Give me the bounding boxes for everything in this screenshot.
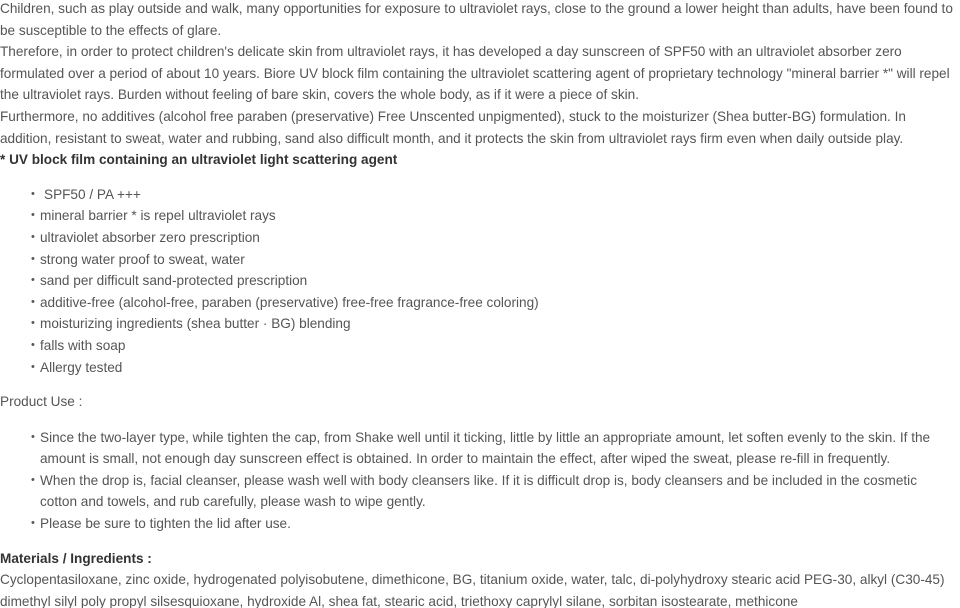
usage-text: Since the two-layer type, while tighten the cap, from Shake well until it ticking, little by little an appropriate amount, let soften evenly to the skin. If the amount is small, not enough day sunscreen effect is obtained. In order to maintain the effect, after wiped the sweat, please re-fill in frequently. bbox=[40, 429, 931, 467]
intro-section bbox=[0, 0, 960, 171]
feature-item bbox=[0, 184, 960, 206]
intro-paragraph-1: Children, such as play outside and walk, many opportunities for exposure to ultraviolet rays, close to the ground a lower height than adults, have been found to be susceptible to the effects of glare. bbox=[0, 1, 953, 38]
feature-item bbox=[0, 335, 960, 357]
intro-paragraph-2: Therefore, in order to protect children's delicate skin from ultraviolet rays, it has developed a day sunscreen of SPF50 with an ultraviolet absorber zero formulated over a period of about 10 years. Biore UV block film containing the ultraviolet scattering agent of proprietary technology "mineral barrier *" will repel the ultraviolet rays. Burden without feeling of bare skin, covers the whole body, as if it were a piece of skin. bbox=[0, 44, 950, 103]
usage-list bbox=[0, 427, 960, 535]
feature-text: ultraviolet absorber zero prescription bbox=[40, 229, 260, 245]
usage-item bbox=[0, 470, 960, 513]
usage-item bbox=[0, 427, 960, 470]
usage-text: Please be sure to tighten the lid after use. bbox=[40, 516, 291, 532]
feature-item bbox=[0, 227, 960, 249]
feature-text: strong water proof to sweat, water bbox=[40, 251, 245, 267]
feature-text: mineral barrier * is repel ultraviolet rays bbox=[40, 208, 276, 224]
feature-text: Allergy tested bbox=[40, 359, 123, 375]
feature-item bbox=[0, 205, 960, 227]
intro-paragraph-3: Furthermore, no additives (alcohol free paraben (preservative) Free Unscented unpigmented), stuck to the moisturizer (Shea butter-BG) formulation. In addition, resistant to sweat, water and rubbing, sand also difficult month, and it protects the skin from ultraviolet rays firm even when daily outside play. bbox=[0, 108, 906, 146]
feature-list bbox=[0, 184, 960, 378]
feature-item bbox=[0, 357, 960, 379]
usage-text: When the drop is, facial cleanser, please wash well with body cleansers like. If it is difficult drop is, body cleansers and be included in the cosmetic cotton and towels, and rub carefully, please wash to wipe gently. bbox=[40, 472, 917, 510]
materials-text: Cyclopentasiloxane, zinc oxide, hydrogenated polyisobutene, dimethicone, BG, titanium oxide, water, talc, di-polyhydroxy stearic acid PEG-30, alkyl (C30-45) dimethyl silyl poly propyl silsesquioxane, hydroxide Al, shea fat, stearic acid, triethoxy caprylyl silane, sorbitan isostearate, methicone bbox=[0, 572, 945, 608]
feature-text: falls with soap bbox=[40, 337, 126, 353]
feature-text: SPF50 / PA +++ bbox=[44, 186, 141, 202]
usage-item bbox=[0, 513, 960, 535]
feature-item bbox=[0, 313, 960, 335]
feature-item bbox=[0, 270, 960, 292]
feature-text: sand per difficult sand-protected prescription bbox=[40, 273, 308, 289]
feature-item bbox=[0, 292, 960, 314]
uv-film-note: * UV block film containing an ultraviolet light scattering agent bbox=[0, 152, 398, 168]
feature-text: additive-free (alcohol-free, paraben (preservative) free-free fragrance-free coloring) bbox=[40, 294, 539, 310]
product-use-title: Product Use : bbox=[0, 394, 83, 410]
feature-item bbox=[0, 249, 960, 271]
materials-title: Materials / Ingredients : bbox=[0, 550, 152, 566]
feature-text: moisturizing ingredients (shea butter · BG) blending bbox=[40, 316, 351, 332]
